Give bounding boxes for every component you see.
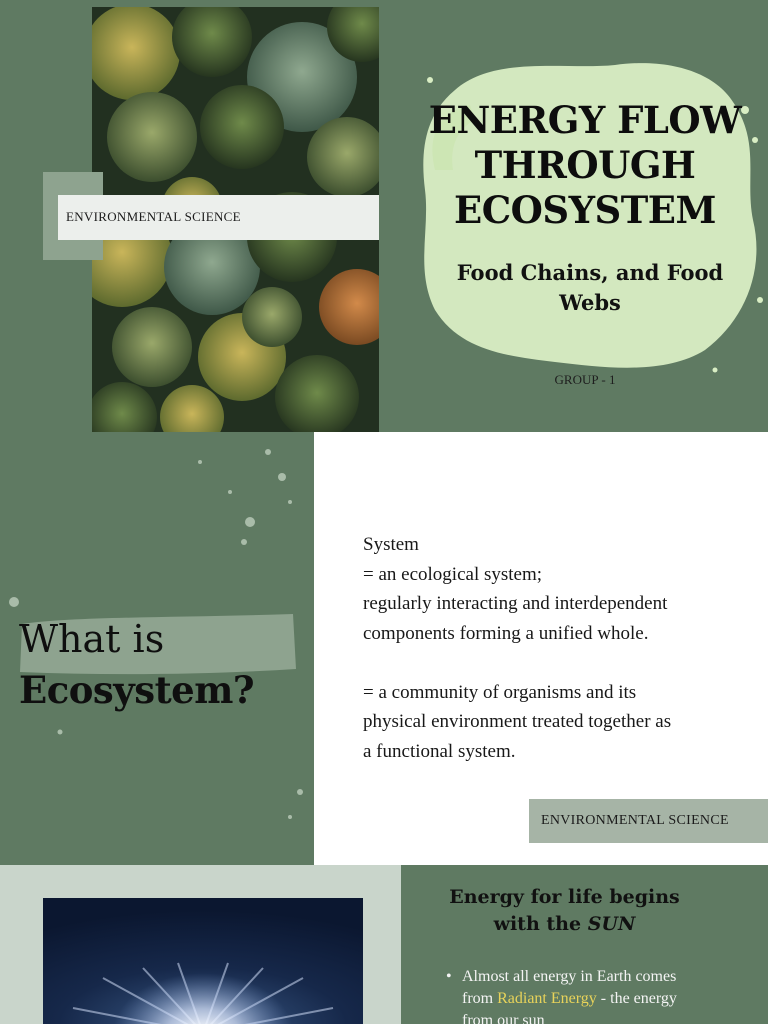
question-line-1: What is (19, 617, 165, 661)
heading-emphasis: SUN (587, 913, 636, 935)
definition-text (363, 530, 743, 766)
title-line-2: THROUGH (474, 143, 696, 187)
sun-burst-photo (43, 898, 363, 1024)
heading-prefix: with the (493, 913, 582, 935)
bullet-suffix: - the energy (600, 990, 677, 1007)
definition-line: = a community of organisms and its (363, 681, 637, 703)
subtitle-line-1: Food Chains, and Food (456, 260, 724, 285)
sun-image (43, 898, 363, 1024)
question-line-2: Ecosystem? (19, 668, 255, 712)
bullet-line-3: from our sun (462, 1012, 545, 1024)
definition-line: components forming a unified whole. (363, 622, 649, 644)
subject-tag (58, 195, 379, 240)
heading-line-1: Energy for life begins (449, 886, 680, 908)
definition-line: = an ecological system; (363, 563, 543, 585)
definition-line (363, 648, 743, 678)
bullet-prefix: from (462, 990, 494, 1007)
subject-tag (529, 799, 768, 843)
definition-line: a functional system. (363, 740, 516, 762)
subtitle-line-2: Webs (559, 290, 621, 315)
bullet-line-1: Almost all energy in Earth comes (462, 968, 677, 985)
definition-line: regularly interacting and interdependent (363, 593, 668, 614)
title-slide (0, 0, 768, 432)
bullet-line-2 (462, 988, 752, 1010)
definition-line: physical environment treated together as (363, 711, 672, 732)
definition-line: System (363, 534, 419, 555)
title-line-3: ECOSYSTEM (454, 188, 716, 232)
energy-heading (402, 884, 727, 938)
title-line-1: ENERGY FLOW (428, 98, 742, 142)
bullet-text (462, 966, 752, 1024)
heading-line-2 (402, 911, 727, 938)
energy-slide (0, 865, 768, 1024)
presentation-subtitle (440, 258, 740, 318)
bullet-marker: • (446, 968, 452, 985)
radiant-energy-highlight: Radiant Energy (497, 990, 597, 1007)
question-panel (0, 432, 314, 865)
presentation-title (412, 98, 758, 233)
subject-tag-label: ENVIRONMENTAL SCIENCE (66, 209, 241, 224)
definition-slide (0, 432, 768, 865)
subject-tag-label: ENVIRONMENTAL SCIENCE (541, 813, 729, 828)
group-label: GROUP - 1 (554, 372, 616, 387)
